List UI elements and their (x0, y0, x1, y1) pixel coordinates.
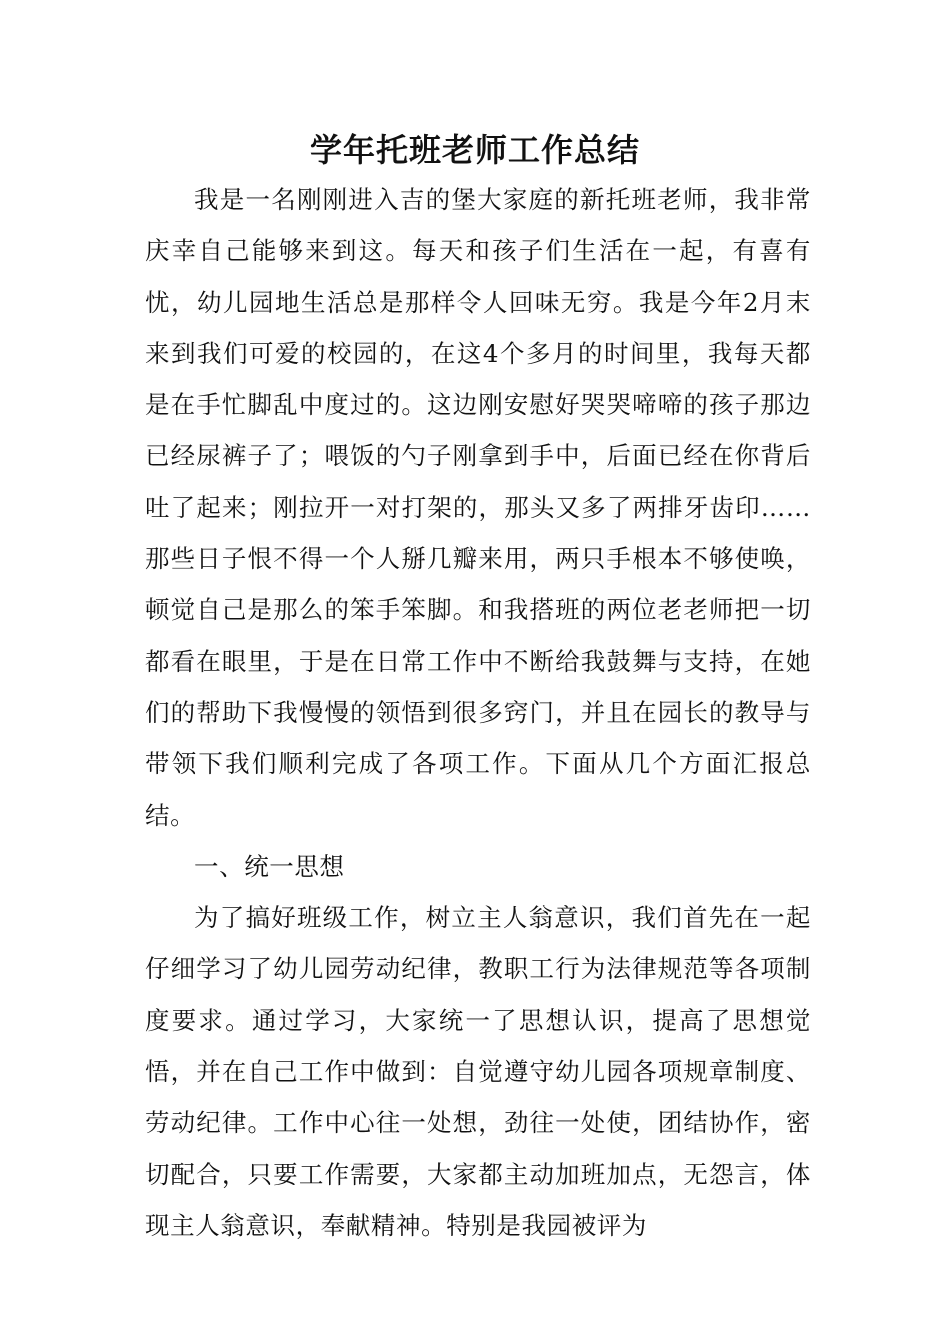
document-body (145, 174, 811, 1251)
section-heading: 一、统一思想 (194, 851, 345, 881)
intro-paragraph: 我是一名刚刚进入吉的堡大家庭的新托班老师，我非常庆幸自己能够来到这。每天和孩子们生活在一起，有喜有忧，幼儿园地生活总是那样令人回味无穷。我是今年2月末来到我们可爱的校园的，在这4个多月的时间里，我每天都是在手忙脚乱中度过的。这边刚安慰好哭哭啼啼的孩子那边已经尿裤子了；喂饭的勺子刚拿到手中，后面已经在你背后吐了起来；刚拉开一对打架的，那头又多了两排牙齿印……那些日子恨不得一个人掰几瓣来用，两只手根本不够使唤，顿觉自己是那么的笨手笨脚。和我搭班的两位老老师把一切都看在眼里，于是在日常工作中不断给我鼓舞与支持，在她们的帮助下我慢慢的领悟到很多窍门，并且在园长的教导与带领下我们顺利完成了各项工作。下面从几个方面汇报总结。 (145, 185, 811, 830)
document-title: 学年托班老师工作总结 (309, 131, 640, 169)
section-paragraph: 为了搞好班级工作，树立主人翁意识，我们首先在一起仔细学习了幼儿园劳动纪律，教职工行为法律规范等各项制度要求。通过学习，大家统一了思想认识，提高了思想觉悟，并在自己工作中做到：自觉遵守幼儿园各项规章制度、劳动纪律。工作中心往一处想，劲往一处使，团结协作，密切配合，只要工作需要，大家都主动加班加点，无怨言，体现主人翁意识，奉献精神。特别是我园被评为 (145, 903, 811, 1240)
